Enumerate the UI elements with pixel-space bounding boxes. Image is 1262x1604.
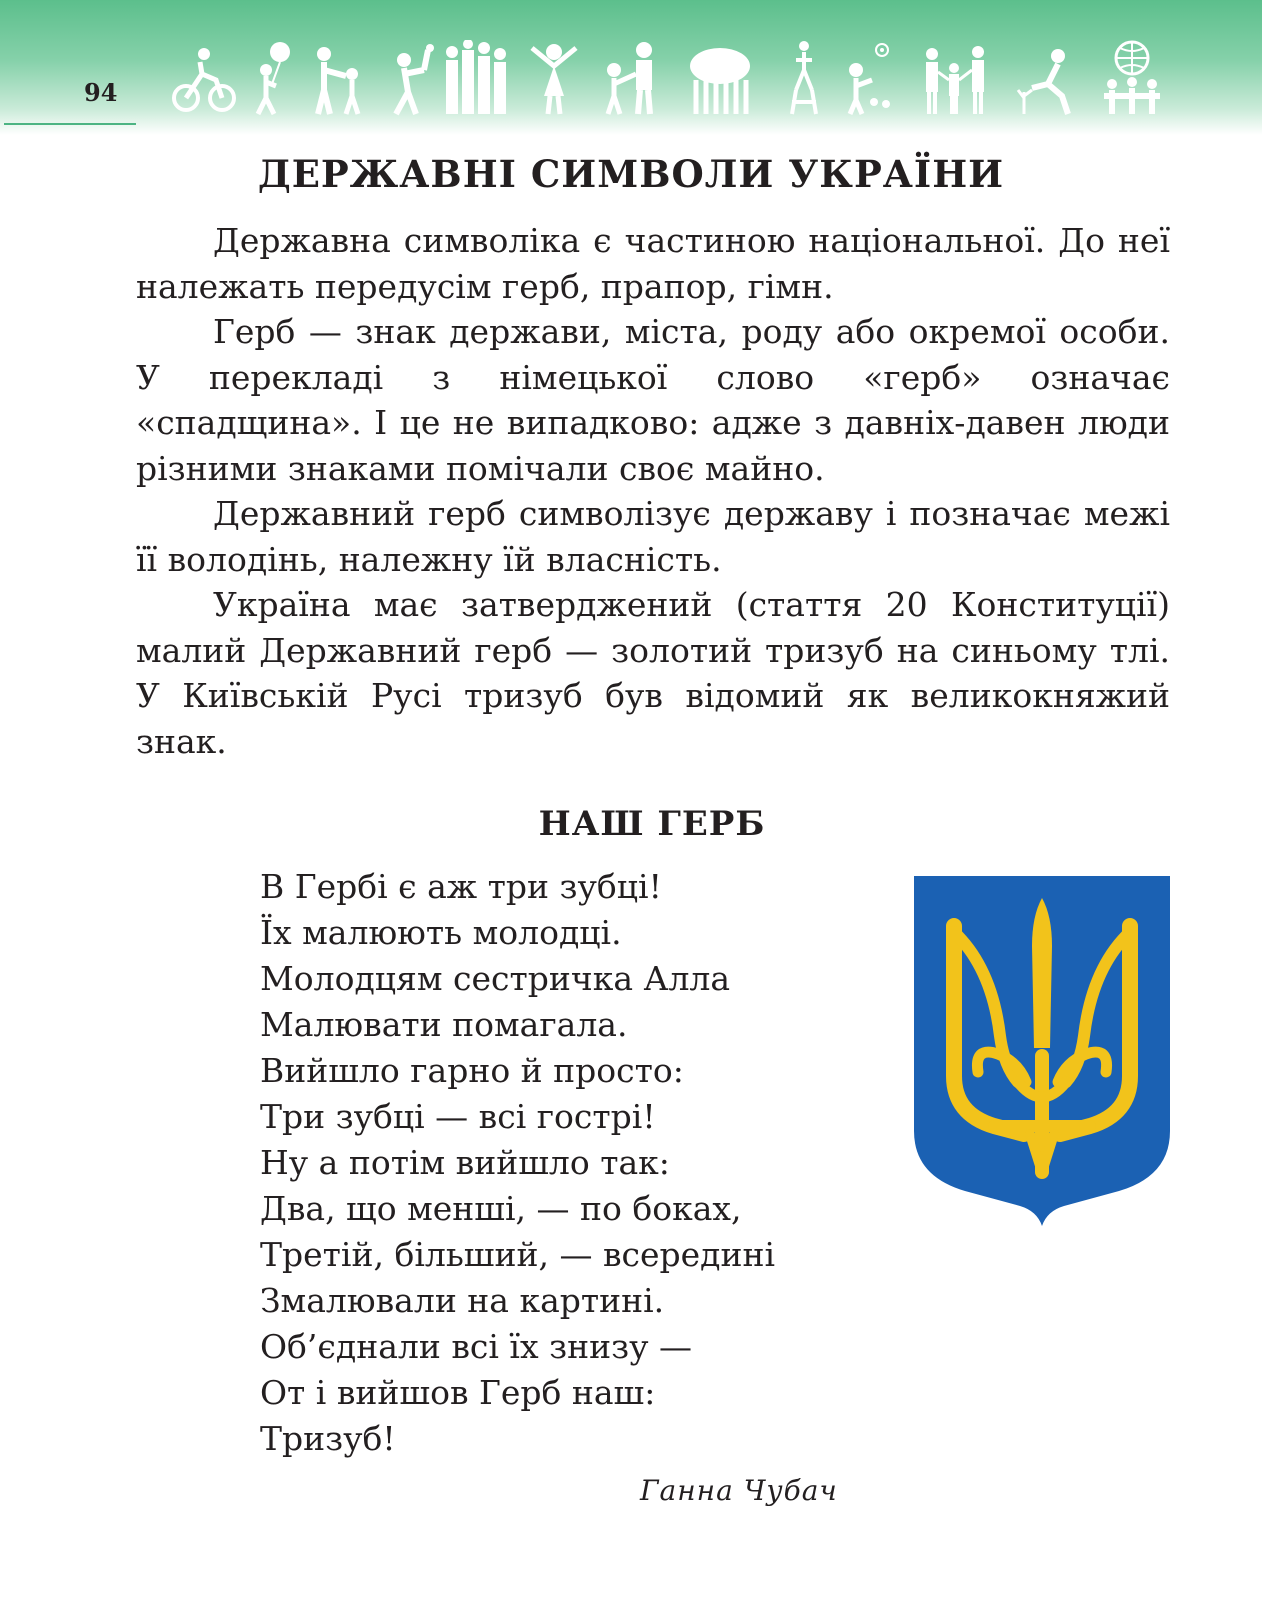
article-body [136,218,1170,764]
poem-line: Третій, більший, — всередині [260,1235,776,1274]
page-number-rule [4,123,136,125]
page-number: 94 [84,78,118,107]
paragraph: Державна символіка є частиною національної. До неї належать передусім герб, прапор, гімн. [136,221,1170,306]
girl-dancing-icon [532,44,576,114]
poem-line: Вийшло гарно й просто: [260,1051,684,1090]
header-pictograms [172,40,1182,116]
globe-with-people-icon [1104,42,1160,114]
gardener-icon [396,44,434,114]
paragraph: Державний герб символізує державу і позначає межі її володінь, належну їй власність. [136,494,1170,579]
poem-line: Молодцям сестричка Алла [260,959,731,998]
poem-author: Ганна Чубач [640,1474,838,1507]
poem-title: НАШ ГЕРБ [538,804,766,844]
article-title: ДЕРЖАВНІ СИМВОЛИ УКРАЇНИ [257,152,1005,196]
poem-line: Об’єднали всі їх знизу — [260,1327,692,1366]
poem-text [260,864,775,1462]
crowd-icon [690,48,750,114]
cyclist-icon [174,48,234,110]
paragraph: Україна має затверджений (стаття 20 Конституції) малий Державний герб — золотий тризуб на синьому тлі. У Київській Русі тризуб був відомий як великокняжий знак. [136,585,1170,761]
poem-line: Тризуб! [260,1419,396,1458]
poem-line: Змалювали на картині. [260,1281,665,1320]
person-planting-icon [1018,49,1068,114]
poem-line: Ну а потім вийшло так: [260,1143,670,1182]
parent-and-child-icon [607,42,652,114]
poem-line: Три зубці — всі гострі! [260,1097,656,1136]
child-with-balloon-icon [258,42,290,114]
family-holding-hands-icon [926,46,984,114]
trident-coat-of-arms-icon [914,876,1170,1226]
child-with-flowers-icon [849,44,890,114]
paragraph: Герб — знак держави, міста, роду або окремої особи. У перекладі з німецької слово «герб» означає «спадщина». І це не випадково: адже з давніх-давен люди різними знаками помічали своє майно. [136,312,1170,488]
group-of-people-icon [446,40,506,114]
poem-line: В Гербі є аж три зубці! [260,867,662,906]
poem-line: Малювати помагала. [260,1005,628,1044]
adult-with-child-icon [317,47,358,114]
family-pyramid-icon [792,41,816,114]
poem-line: Їх малюють молодці. [260,913,622,952]
poem-line: Два, що менші, — по боках, [260,1189,742,1228]
poem-line: От і вийшов Герб наш: [260,1373,656,1412]
